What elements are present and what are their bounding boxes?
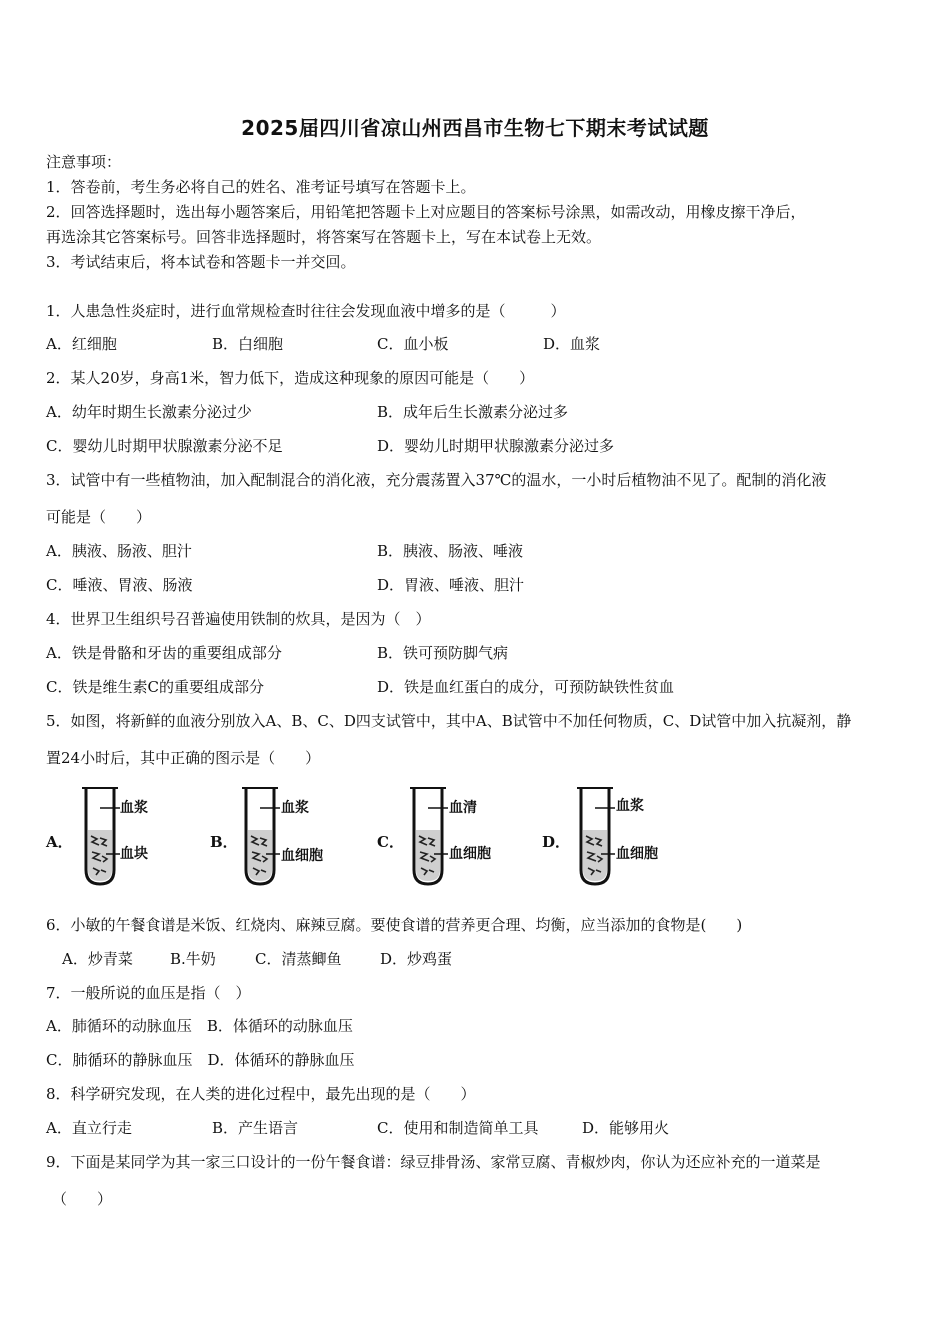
tube-a-top-label: 血浆: [120, 800, 148, 816]
tube-d-bottom-label: 血细胞: [616, 846, 658, 862]
tube-b-diagram: [240, 786, 280, 888]
q1-option-d: D．血浆: [543, 335, 601, 353]
q1-option-a: A．红细胞: [46, 335, 117, 353]
question-3-stem: 3．试管中有一些植物油，加入配制混合的消化液，充分震荡置入37℃的温水，一小时后植物油不见了。配制的消化液: [46, 471, 827, 489]
question-9-answer-blank: （ ）: [52, 1190, 113, 1208]
q6-option-b: B.牛奶: [170, 950, 216, 968]
q8-option-c: C．使用和制造简单工具: [377, 1119, 539, 1137]
question-8-stem: 8．科学研究发现，在人类的进化过程中，最先出现的是（ ）: [46, 1085, 476, 1103]
tube-c-top-label: 血清: [449, 800, 477, 816]
tube-c-bottom-label: 血细胞: [449, 846, 491, 862]
question-7-stem: 7．一般所说的血压是指（ ）: [46, 984, 251, 1002]
question-3-stem-cont: 可能是（ ）: [46, 508, 152, 526]
q3-option-d: D．胃液、唾液、胆汁: [377, 576, 525, 594]
tube-b-letter: B．: [210, 833, 238, 851]
notice-item: 2．回答选择题时，选出每小题答案后，用铅笔把答题卡上对应题目的答案标号涂黑，如需改动，用橡皮擦干净后，: [46, 203, 806, 221]
tube-b-bottom-label: 血细胞: [281, 848, 323, 864]
q6-option-a: A．炒青菜: [62, 950, 133, 968]
question-5-stem: 5．如图，将新鲜的血液分别放入A、B、C、D四支试管中，其中A、B试管中不加任何物质，C、D试管中加入抗凝剂，静: [46, 712, 852, 730]
q3-option-b: B．胰液、肠液、唾液: [377, 542, 524, 560]
notice-item: 1．答卷前，考生务必将自己的姓名、准考证号填写在答题卡上。: [46, 178, 476, 196]
q7-options-ab: A．肺循环的动脉血压 B．体循环的动脉血压: [46, 1017, 353, 1035]
question-9-stem: 9．下面是某同学为其一家三口设计的一份午餐食谱：绿豆排骨汤、家常豆腐、青椒炒肉，你认为还应补充的一道菜是: [46, 1153, 821, 1171]
q2-option-c: C．婴幼儿时期甲状腺激素分泌不足: [46, 437, 283, 455]
q1-option-c: C．血小板: [377, 335, 449, 353]
q7-options-cd: C．肺循环的静脉血压 D．体循环的静脉血压: [46, 1051, 355, 1069]
question-5-stem-cont: 置24小时后，其中正确的图示是（ ）: [46, 749, 321, 767]
q6-option-d: D．炒鸡蛋: [380, 950, 453, 968]
q4-option-d: D．铁是血红蛋白的成分，可预防缺铁性贫血: [377, 678, 675, 696]
notice-item: 再选涂其它答案标号。回答非选择题时，将答案写在答题卡上，写在本试卷上无效。: [46, 228, 602, 246]
q4-option-c: C．铁是维生素C的重要组成部分: [46, 678, 264, 696]
question-1-stem: 1．人患急性炎症时，进行血常规检查时往往会发现血液中增多的是（ ）: [46, 302, 566, 320]
tube-a-diagram: [80, 786, 120, 888]
question-2-stem: 2．某人20岁，身高1米，智力低下，造成这种现象的原因可能是（ ）: [46, 369, 535, 387]
q3-option-a: A．胰液、肠液、胆汁: [46, 542, 192, 560]
q2-option-a: A．幼年时期生长激素分泌过少: [46, 403, 252, 421]
q2-option-d: D．婴幼儿时期甲状腺激素分泌过多: [377, 437, 615, 455]
q8-option-d: D．能够用火: [582, 1119, 670, 1137]
tube-b-top-label: 血浆: [281, 800, 309, 816]
q4-option-b: B．铁可预防脚气病: [377, 644, 509, 662]
question-6-stem: 6．小敏的午餐食谱是米饭、红烧肉、麻辣豆腐。要使食谱的营养更合理、均衡，应当添加的食物是( ): [46, 916, 743, 934]
tube-a-bottom-label: 血块: [120, 846, 148, 862]
q2-option-b: B．成年后生长激素分泌过多: [377, 403, 569, 421]
notice-item: 3．考试结束后，将本试卷和答题卡一并交回。: [46, 253, 356, 271]
q1-option-b: B．白细胞: [212, 335, 284, 353]
tube-d-top-label: 血浆: [616, 798, 644, 814]
tube-c-diagram: [408, 786, 448, 888]
exam-title: 2025届四川省凉山州西昌市生物七下期末考试试题: [241, 116, 709, 140]
q6-option-c: C．清蒸鲫鱼: [255, 950, 342, 968]
tube-d-letter: D．: [542, 833, 571, 851]
question-4-stem: 4．世界卫生组织号召普遍使用铁制的炊具，是因为（ ）: [46, 610, 431, 628]
q8-option-a: A．直立行走: [46, 1119, 132, 1137]
q3-option-c: C．唾液、胃液、肠液: [46, 576, 193, 594]
tube-d-diagram: [575, 786, 615, 888]
tube-c-letter: C．: [377, 833, 404, 851]
q8-option-b: B．产生语言: [212, 1119, 299, 1137]
tube-a-letter: A．: [46, 833, 73, 851]
notice-heading: 注意事项：: [46, 153, 122, 171]
q4-option-a: A．铁是骨骼和牙齿的重要组成部分: [46, 644, 282, 662]
